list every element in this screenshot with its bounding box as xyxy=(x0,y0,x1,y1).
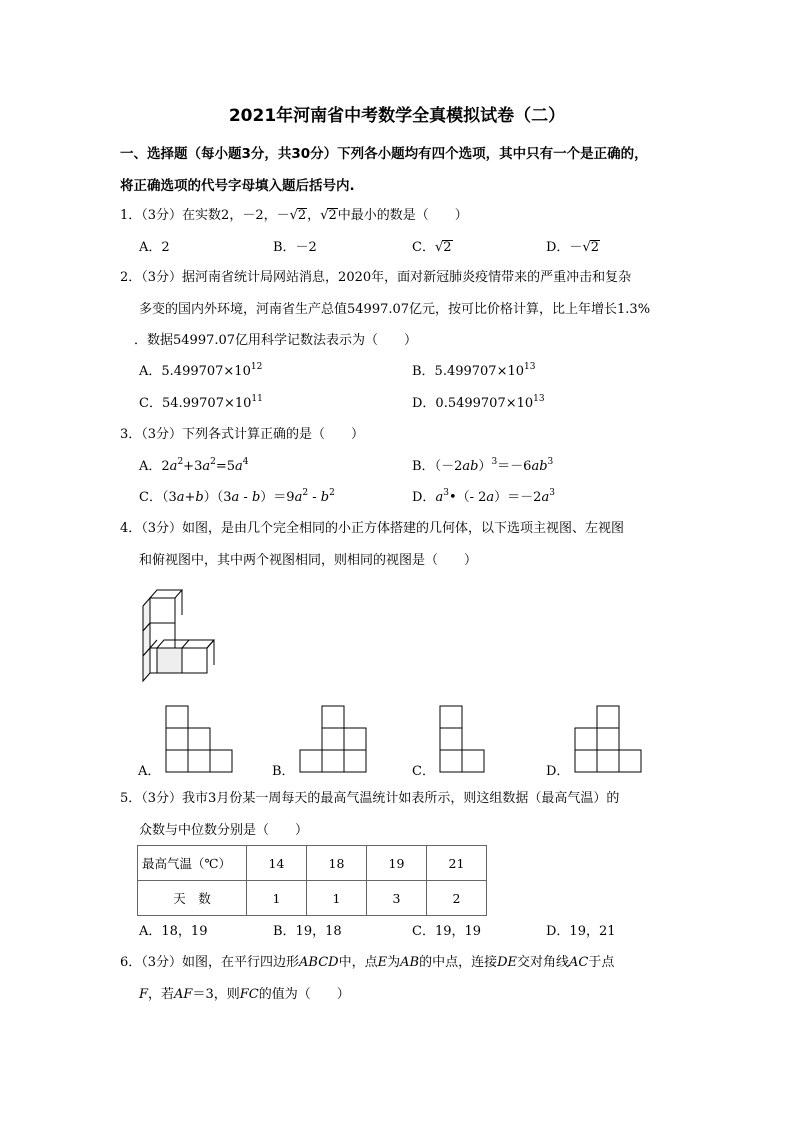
table-row-header: 天 数 xyxy=(138,881,247,916)
q4-view-a xyxy=(165,705,235,775)
q1-prefix: 1．（3分）在实数2，－2，－ xyxy=(120,208,290,223)
q6-var-e: E xyxy=(377,955,388,970)
table-row-header: 最高气温（℃） xyxy=(138,846,247,881)
q1-option-c-label: C． xyxy=(412,240,435,255)
q2-option-a-text: A．5.499707×10 xyxy=(139,364,251,379)
question-5-line2: 众数与中位数分别是（ ） xyxy=(139,823,309,838)
q6-text: ＝3，则 xyxy=(192,987,240,1002)
table-row xyxy=(138,881,487,916)
temperature-table xyxy=(137,845,487,916)
q1-option-d xyxy=(546,238,600,258)
q6-var-af: AF xyxy=(174,987,193,1002)
section-heading-line2: 将正确选项的代号字母填入题后括号内. xyxy=(120,178,355,194)
sqrt-icon: √ xyxy=(434,240,444,255)
q6-var-f: F xyxy=(139,987,149,1002)
q3-option-c-label: C． xyxy=(139,490,162,505)
q6-var-fc: FC xyxy=(239,987,259,1002)
q4-view-d xyxy=(574,705,644,775)
sqrt-icon: √ xyxy=(320,208,329,223)
q1-sqrt-a: 2 xyxy=(297,208,307,223)
q1-suffix: 中最小的数是（ ） xyxy=(337,208,468,223)
question-2-line2: 多变的国内外环境，河南省生产总值54997.07亿元，按可比价格计算，比上年增长1.3% xyxy=(139,302,651,317)
q4-label-c: C． xyxy=(412,764,435,779)
sqrt-icon: √ xyxy=(582,240,591,255)
q2-option-c-exp: 11 xyxy=(251,394,263,404)
q5-option-b: B．19，18 xyxy=(273,924,342,939)
q4-view-b xyxy=(299,705,369,775)
q2-option-d-exp: 13 xyxy=(533,394,545,404)
q1-option-c xyxy=(412,238,453,258)
q1-sep: ， xyxy=(307,208,321,223)
question-5-line1: 5．（3分）我市3月份某一周每天的最高气温统计如表所示，则这组数据（最高气温）的 xyxy=(120,791,620,806)
table-cell: 19 xyxy=(367,846,427,881)
q5-option-c: C．19，19 xyxy=(412,924,482,939)
question-1-stem xyxy=(120,206,468,226)
q2-option-a xyxy=(139,362,262,382)
q6-text: 的中点，连接 xyxy=(419,955,498,970)
q6-text: 于点 xyxy=(588,955,615,970)
table-cell: 3 xyxy=(367,881,427,916)
q4-label-d: D． xyxy=(546,764,570,779)
q6-text: 为 xyxy=(387,955,401,970)
q4-view-c xyxy=(439,705,509,775)
table-cell: 14 xyxy=(247,846,307,881)
q3-option-d: D．$a^3•(-$ $2a)=-2a^3$ xyxy=(412,488,555,505)
q1-sqrt-b: 2 xyxy=(328,208,337,223)
question-6-line1 xyxy=(120,953,614,973)
table-cell: 1 xyxy=(247,881,307,916)
q6-var-abcd: ABCD xyxy=(299,955,339,970)
q3-option-b: B．$(-2ab)^3=-6ab^3$ xyxy=(412,457,554,474)
table-cell: 2 xyxy=(427,881,487,916)
q3-option-d-label: D． xyxy=(412,490,436,505)
q6-var-ac: AC xyxy=(569,955,589,970)
q4-label-b: B． xyxy=(272,764,295,779)
q6-text: 6．（3分）如图，在平行四边形 xyxy=(120,955,300,970)
q6-var-de: DE xyxy=(497,955,518,970)
question-4-line2: 和俯视图中，其中两个视图相同，则相同的视图是（ ） xyxy=(139,553,478,568)
q2-option-b-text: B．5.499707×10 xyxy=(412,364,525,379)
q2-option-b xyxy=(412,362,535,382)
table-cell: 21 xyxy=(427,846,487,881)
q2-option-d xyxy=(412,394,545,414)
q2-option-c-text: C．54.99707×10 xyxy=(139,396,252,411)
q6-text: 中，点 xyxy=(338,955,378,970)
sqrt-icon: √ xyxy=(289,208,298,223)
q3-option-c: C．$(3a+b)(3a - b)=9a^2 - b^2$ xyxy=(139,488,335,505)
question-4-line1: 4．（3分）如图，是由几个完全相同的小正方体搭建的几何体，以下选项主视图、左视图 xyxy=(120,521,625,536)
question-2-line3: ．数据54997.07亿用科学记数法表示为（ ） xyxy=(134,333,418,348)
table-row xyxy=(138,846,487,881)
cube-figure xyxy=(135,585,225,690)
q2-option-d-text: D．0.5499707×10 xyxy=(412,396,534,411)
question-2-line1: 2．（3分）据河南省统计局网站消息，2020年，面对新冠肺炎疫情带来的严重冲击和复杂 xyxy=(120,270,632,285)
q3-option-b-label: B． xyxy=(412,459,435,474)
page-title: 2021年河南省中考数学全真模拟试卷（二） xyxy=(228,106,566,126)
q6-text: ，若 xyxy=(148,987,175,1002)
question-6-line2 xyxy=(139,985,350,1005)
q6-text: 交对角线 xyxy=(517,955,570,970)
section-heading-line1: 一、选择题（每小题3分，共30分）下列各小题均有四个选项，其中只有一个是正确的， xyxy=(120,146,648,162)
question-3-stem: 3．（3分）下列各式计算正确的是（ ） xyxy=(120,427,365,442)
q2-option-b-exp: 13 xyxy=(524,362,536,372)
q1-option-b: B．－2 xyxy=(273,240,317,255)
table-cell: 18 xyxy=(307,846,367,881)
q5-option-a: A．18，19 xyxy=(139,924,208,939)
q6-text: 的值为（ ） xyxy=(258,987,350,1002)
q1-option-c-rad: 2 xyxy=(443,240,452,255)
q2-option-a-exp: 12 xyxy=(250,362,263,372)
table-cell: 1 xyxy=(307,881,367,916)
q4-label-a: A． xyxy=(138,764,161,779)
q2-option-c xyxy=(139,394,263,414)
q3-option-a-label: A． xyxy=(139,459,162,474)
q3-option-a: A．$2a^2+3a^2=5a^4$ xyxy=(139,457,249,474)
q6-var-ab: AB xyxy=(400,955,420,970)
q1-option-a: A．2 xyxy=(139,240,170,255)
q5-option-d: D．19，21 xyxy=(546,924,616,939)
q1-option-d-label: D．－ xyxy=(546,240,583,255)
q1-option-d-rad: 2 xyxy=(590,240,600,255)
